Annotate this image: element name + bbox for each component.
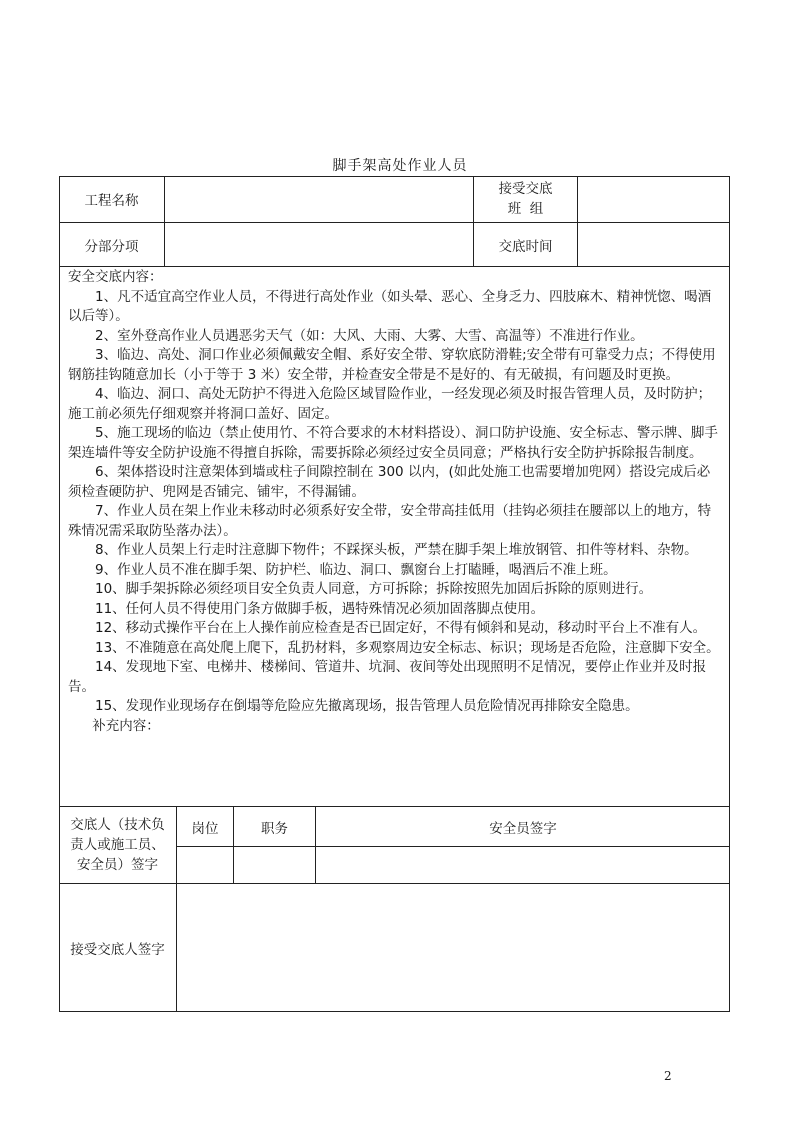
project-name-value[interactable] <box>165 176 473 222</box>
content-item-13: 13、不准随意在高处爬上爬下，乱扔材料，多观察周边安全标志、标识；现场是否危险，注意脚下安全。 <box>95 639 720 656</box>
content-item-12: 12、移动式操作平台在上人操作前应检查是否已固定好，不得有倾斜和晃动，移动时平台上不准有人。 <box>95 620 707 636</box>
handover-time-value[interactable] <box>578 223 730 266</box>
project-name-label: 工程名称 <box>84 193 139 209</box>
supplement-label: 补充内容： <box>92 717 160 734</box>
handover-time-label: 交底时间 <box>498 238 553 255</box>
content-item-10: 10、脚手架拆除必须经项目安全负责人同意，方可拆除；拆除按照先加固后拆除的原则进行。 <box>95 581 653 597</box>
handover-person-label-line3: 安全员）签字 <box>77 857 158 873</box>
position-label: 岗位 <box>191 820 219 837</box>
receiver-sign-label: 接受交底人签字 <box>70 942 165 958</box>
handover-person-label-line2: 责人或施工员、 <box>70 837 165 853</box>
content-item-7: 7、作业人员在架上作业未移动时必须系好安全带，安全带高挂低用（挂钩必须挂在腰部以上的地方，特殊情况需采取防坠落办法）。 <box>68 503 712 539</box>
content-item-2: 2、室外登高作业人员遇恶劣天气（如：大风、大雨、大雾、大雪、高温等）不准进行作业。 <box>95 327 644 344</box>
receiver-team-label-line2: 班 组 <box>507 201 544 217</box>
duty-label: 职务 <box>261 820 288 837</box>
receiver-team-label <box>474 176 577 222</box>
document-title: 脚手架高处作业人员 <box>332 158 468 174</box>
safety-officer-sign-label: 安全员签字 <box>489 820 557 837</box>
content-item-6: 6、架体搭设时注意架体到墙或柱子间隙控制在 300 以内，(如此处施工也需要增加兜网）搭设完成后必须检查硬防护、兜网是否铺完、铺牢，不得漏铺。 <box>68 464 711 500</box>
handover-person-label <box>59 807 176 883</box>
content-item-4: 4、临边、洞口、高处无防护不得进入危险区域冒险作业，一经发现必须及时报告管理人员，及时防护；施工前必须先仔细观察并将洞口盖好、固定。 <box>68 386 712 422</box>
sub-item-label: 分部分项 <box>84 238 139 255</box>
content-item-3: 3、临边、高处、洞口作业必须佩戴安全帽、系好安全带、穿软底防滑鞋;安全带有可靠受力点；不得使用钢筋挂钩随意加长（小于等于 3 米）安全带，并检查安全带是不是好的、有无破损，有问题及时更换。 <box>68 347 716 383</box>
content-item-11: 11、任何人员不得使用门条方做脚手板，遇特殊情况必须加固落脚点使用。 <box>95 600 545 617</box>
safety-content <box>68 268 722 736</box>
content-item-14: 14、发现地下室、电梯井、楼梯间、管道井、坑洞、夜间等处出现照明不足情况，要停止作业并及时报告。 <box>68 659 707 695</box>
content-item-15: 15、发现作业现场存在倒塌等危险应先撤离现场，报告管理人员危险情况再排除安全隐患。 <box>95 698 639 714</box>
receiver-team-value[interactable] <box>578 176 730 222</box>
position-value[interactable] <box>177 847 233 883</box>
content-heading: 安全交底内容： <box>68 269 163 285</box>
row-divider <box>59 266 730 267</box>
content-item-1: 1、凡不适宜高空作业人员，不得进行高处作业（如头晕、恶心、全身乏力、四肢麻木、精神恍惚、喝酒以后等）。 <box>68 288 712 324</box>
handover-person-label-line1: 交底人（技术负 <box>70 817 165 833</box>
page-number: 2 <box>664 1069 672 1083</box>
receiver-team-label-line1: 接受交底 <box>498 181 553 197</box>
content-item-9: 9、作业人员不准在脚手架、防护栏、临边、洞口、飘窗台上打瞌睡，喝酒后不准上班。 <box>95 561 617 578</box>
receiver-signature-area[interactable] <box>177 884 730 1012</box>
safety-officer-signature[interactable] <box>316 847 730 883</box>
content-item-8: 8、作业人员架上行走时注意脚下物件；不踩探头板，严禁在脚手架上堆放钢管、扣件等材料、杂物。 <box>95 542 698 558</box>
sub-item-value[interactable] <box>165 223 473 266</box>
content-item-5: 5、施工现场的临边（禁止使用竹、不符合要求的木材料搭设）、洞口防护设施、安全标志、警示牌、脚手架连墙件等安全防护设施不得擅自拆除，需要拆除必须经过安全员同意；严格执行安全防护拆除报告制度。 <box>68 425 718 461</box>
duty-value[interactable] <box>234 847 315 883</box>
